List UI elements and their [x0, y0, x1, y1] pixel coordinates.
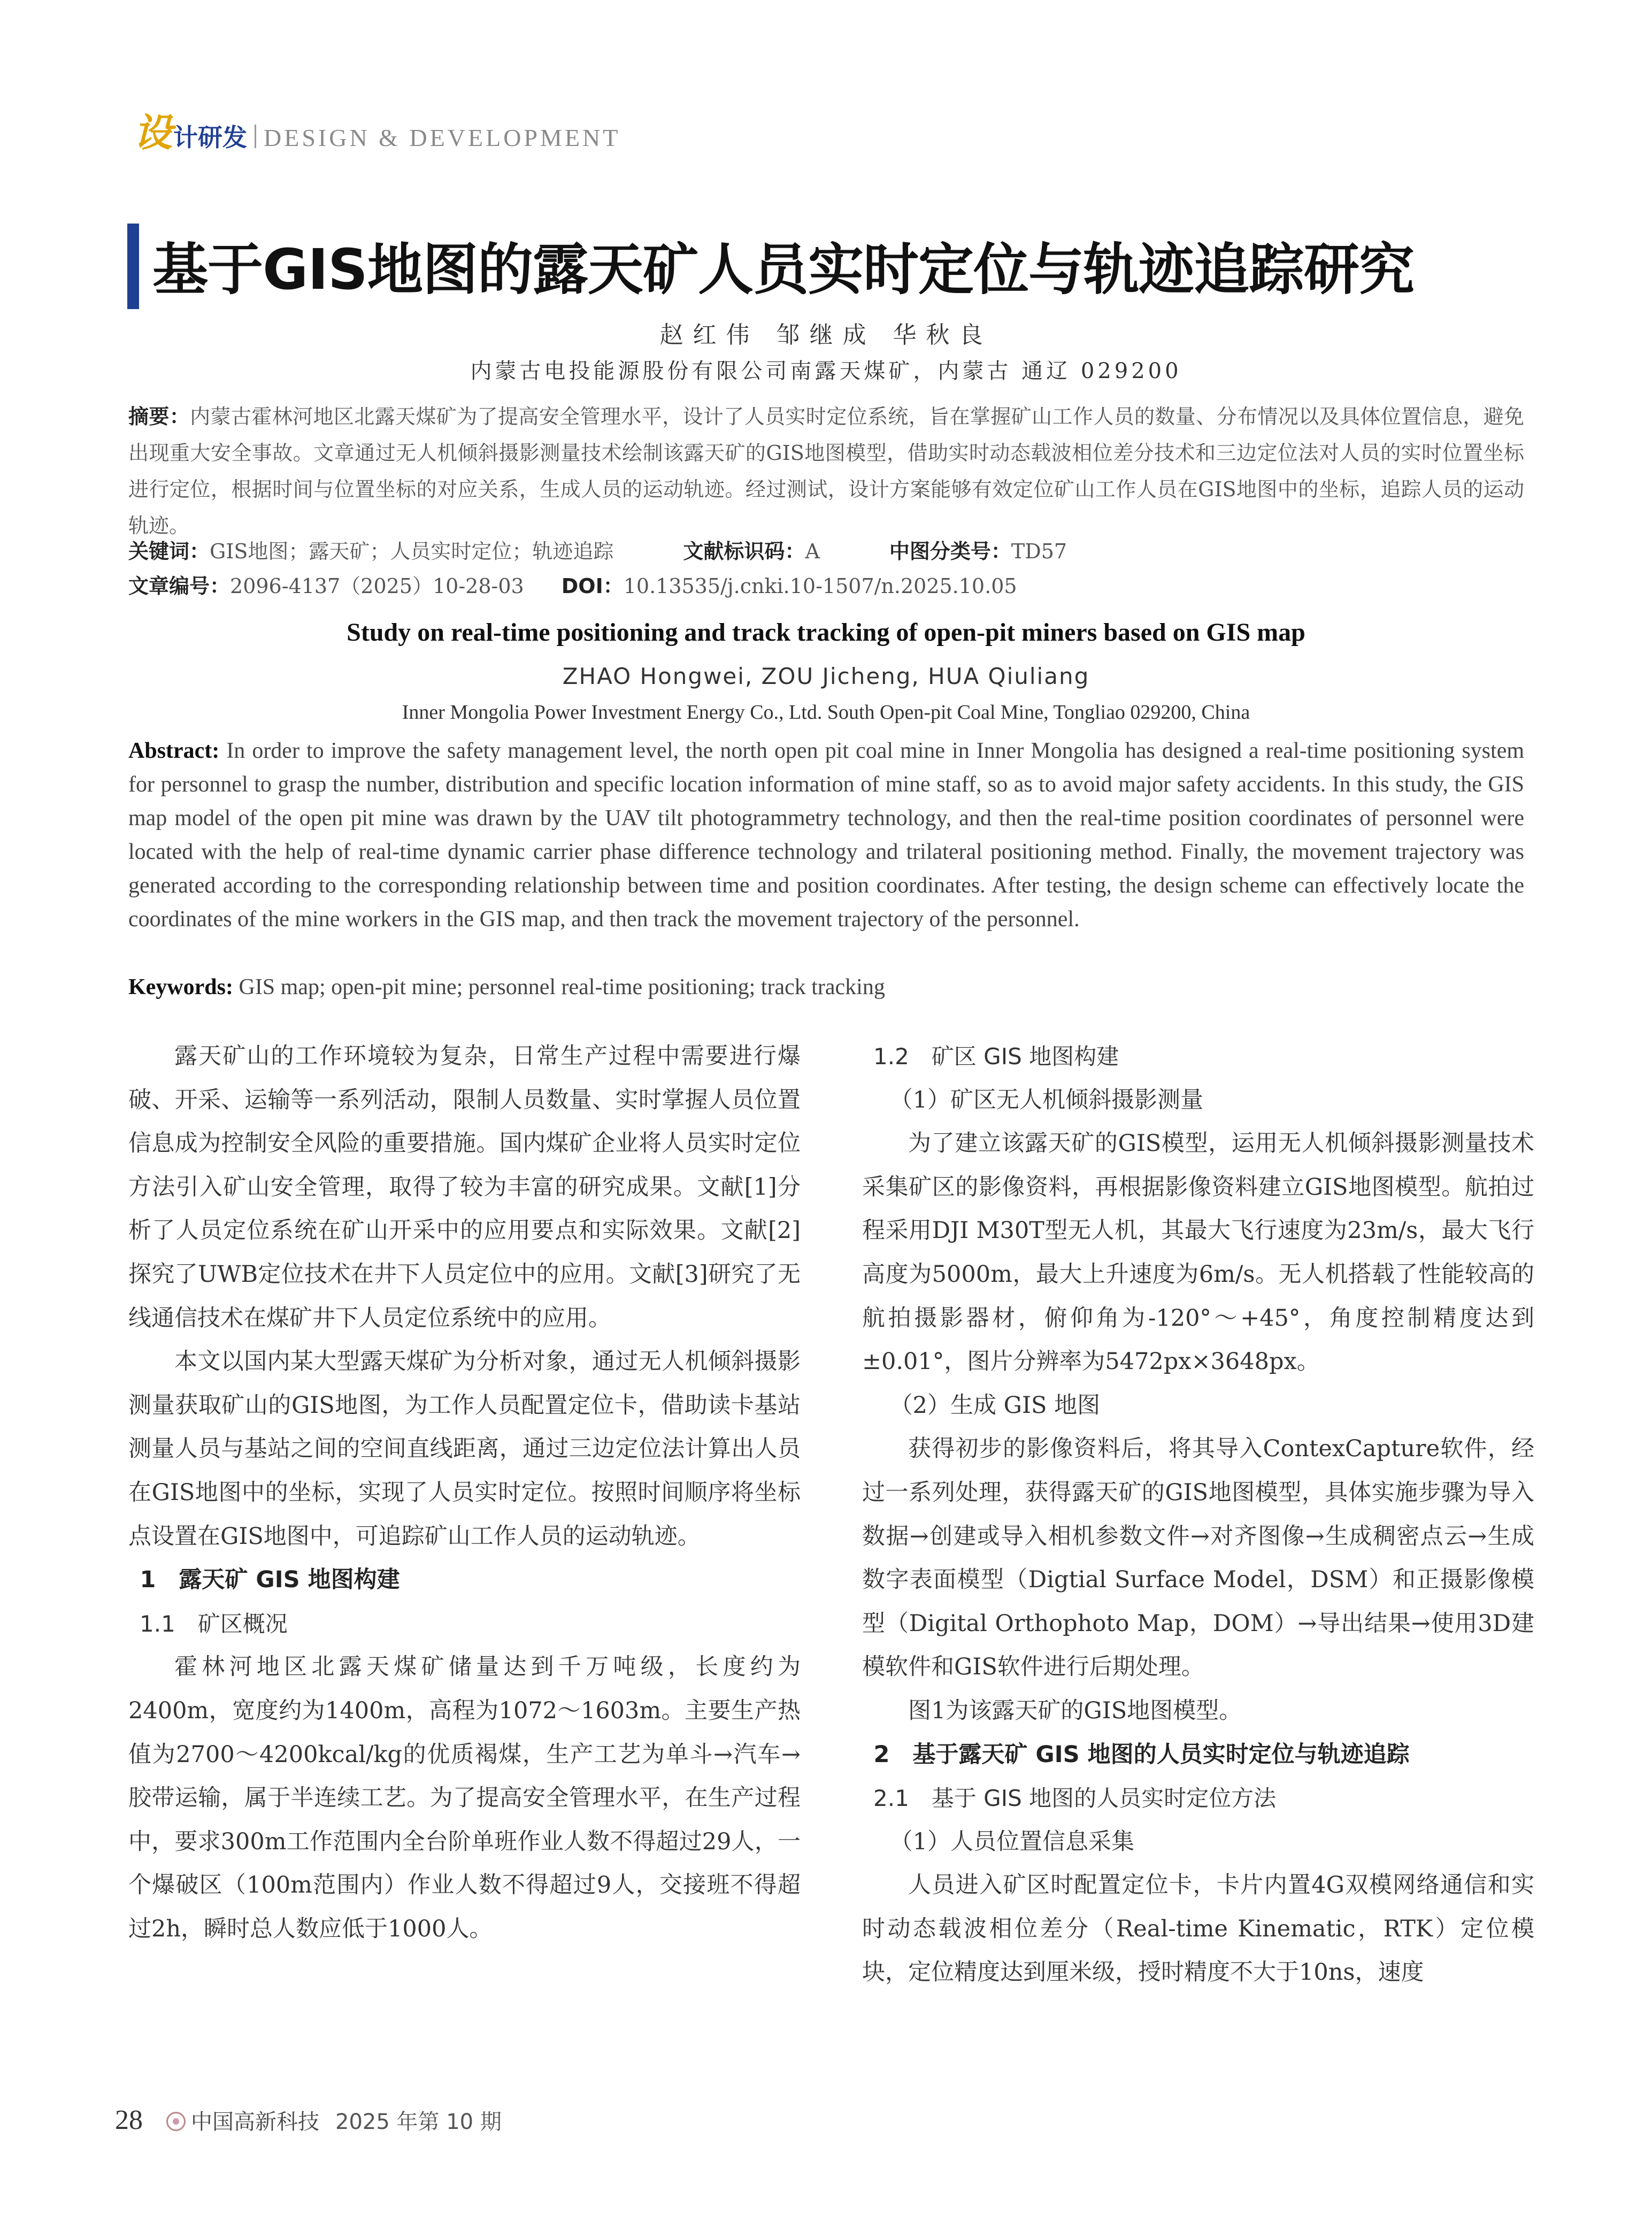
article-title-en: Study on real-time positioning and track tracking of open-pit miners based on GIS map: [347, 618, 1305, 647]
doi-label: DOI：: [561, 574, 624, 598]
paragraph: 露天矿山的工作环境较为复杂，日常生产过程中需要进行爆破、开采、运输等一系列活动，限制人员数量、实时掌握人员位置信息成为控制安全风险的重要措施。国内煤矿企业将人员实时定位方法引入矿山安全管理，取得了较为丰富的研究成果。文献[1]分析了人员定位系统在矿山开采中的应用要点和实际效果。文献[2]探究了UWB定位技术在井下人员定位中的应用。文献[3]研究了无线通信技术在煤矿井下人员定位系统中的应用。: [128, 1043, 801, 1332]
section-header: [134, 102, 621, 155]
journal-name: 中国高新科技: [191, 2110, 319, 2134]
keywords-cn-line: [128, 535, 1524, 564]
keywords-cn-text: GIS地图；露天矿；人员实时定位；轨迹追踪: [210, 540, 614, 563]
paragraph: 为了建立该露天矿的GIS模型，运用无人机倾斜摄影测量技术采集矿区的影像资料，再根据影像资料建立GIS地图模型。航拍过程采用DJI M30T型无人机，其最大飞行速度为23m/s，最大飞行高度为5000m，最大上升速度为6m/s。无人机搭载了性能较高的航拍摄影器材，俯仰角为-120°～+45°，角度控制精度达到±0.01°，图片分辨率为5472px×3648px。: [862, 1130, 1534, 1375]
paragraph: 霍林河地区北露天煤矿储量达到千万吨级，长度约为2400m，宽度约为1400m，高程为1072～1603m。主要生产热值为2700～4200kcal/kg的优质褐煤，生产工艺为单斗→汽车→胶带运输，属于半连续工艺。为了提高安全管理水平，在生产过程中，要求300m工作范围内全台阶单班作业人数不得超过29人，一个爆破区（100m范围内）作业人数不得超过9人，交接班不得超过2h，瞬时总人数应低于1000人。: [128, 1654, 801, 1942]
section-heading: 1 露天矿 GIS 地图构建: [140, 1566, 400, 1594]
header-divider: [255, 125, 256, 148]
paragraph: 获得初步的影像资料后，将其导入ContexCapture软件，经过一系列处理，获得露天矿的GIS地图模型，具体实施步骤为导入数据→创建或导入相机参数文件→对齐图像→生成稠密点云→生成数字表面模型（Digtial Surface Model，DSM）和正摄影像模型（Digital Orthophoto Map，DOM）→导出结果→使用3D建模软件和GIS软件进行后期处理。: [862, 1435, 1534, 1681]
section-logo: 设: [134, 110, 173, 155]
paragraph: 本文以国内某大型露天煤矿为分析对象，通过无人机倾斜摄影测量获取矿山的GIS地图，为工作人员配置定位卡，借助读卡基站测量人员与基站之间的空间直线距离，通过三边定位法计算出人员在GIS地图中的坐标，实现了人员实时定位。按照时间顺序将坐标点设置在GIS地图中，可追踪矿山工作人员的运动轨迹。: [128, 1348, 801, 1550]
list-heading: （1）矿区无人机倾斜摄影测量: [889, 1086, 1203, 1113]
doc-code-label: 文献标识码：: [683, 540, 805, 563]
article-id-label: 文章编号：: [128, 574, 230, 598]
list-heading: （1）人员位置信息采集: [889, 1828, 1134, 1855]
affiliation-cn: 内蒙古电投能源股份有限公司南露天煤矿，内蒙古 通辽 029200: [470, 359, 1182, 383]
keywords-cn-label: 关键词：: [128, 540, 210, 563]
page-number: 28: [115, 2105, 143, 2135]
affiliation-en: Inner Mongolia Power Investment Energy Co., Ltd. South Open-pit Coal Mine, Tongliao 029200, China: [402, 701, 1250, 724]
article-id: 2096-4137（2025）10-28-03: [230, 574, 524, 598]
article-info-line: [128, 570, 1524, 599]
section-label: 计研发: [173, 123, 248, 152]
keywords-en-label: Keywords:: [128, 975, 233, 999]
abstract-cn: [128, 398, 1524, 544]
journal-issue: 2025 年第 10 期: [335, 2110, 502, 2134]
article-title: 基于GIS地图的露天矿人员实时定位与轨迹追踪研究: [152, 237, 1414, 302]
clc-label: 中图分类号：: [889, 540, 1011, 563]
title-accent-bar: [127, 224, 139, 309]
doc-code: A: [805, 540, 820, 563]
clc-code: TD57: [1011, 540, 1067, 563]
abstract-en-label: Abstract:: [128, 739, 220, 763]
keywords-en-text: GIS map; open-pit mine; personnel real-time positioning; track tracking: [239, 975, 885, 999]
subsection-heading: 1.2 矿区 GIS 地图构建: [873, 1043, 1119, 1070]
doi: 10.13535/j.cnki.10-1507/n.2025.10.05: [623, 574, 1017, 598]
abstract-en-text: In order to improve the safety management level, the north open pit coal mine in Inner Mongolia has designed a real-time positioning system for personnel to grasp the number, distribution and specific location information of mine staff, so as to avoid major safety accidents. In this study, the GIS map model of the open pit mine was drawn by the UAV tilt photogrammetry technology, and then the real-time position coordinates of personnel were located with the help of real-time dynamic carrier phase difference technology and trilateral positioning method. Finally, the movement trajectory was generated according to the corresponding relationship between time and position coordinates. After testing, the design scheme can effectively locate the coordinates of the mine workers in the GIS map, and then track the movement trajectory of the personnel.: [128, 739, 1525, 932]
abstract-cn-label: 摘要：: [128, 405, 190, 428]
list-heading: （2）生成 GIS 地图: [889, 1391, 1101, 1419]
section-label-en: DESIGN & DEVELOPMENT: [264, 124, 621, 151]
subsection-heading: 1.1 矿区概况: [140, 1610, 288, 1637]
abstract-cn-text: 内蒙古霍林河地区北露天煤矿为了提高安全管理水平，设计了人员实时定位系统，旨在掌握矿山工作人员的数量、分布情况以及具体位置信息，避免出现重大安全事故。文章通过无人机倾斜摄影测量技术绘制该露天矿的GIS地图模型，借助实时动态载波相位差分技术和三边定位法对人员的实时位置坐标进行定位，根据时间与位置坐标的对应关系，生成人员的运动轨迹。经过测试，设计方案能够有效定位矿山工作人员在GIS地图中的坐标，追踪人员的运动轨迹。: [128, 405, 1524, 537]
paragraph: 人员进入矿区时配置定位卡，卡片内置4G双模网络通信和实时动态载波相位差分（Real-time Kinematic，RTK）定位模块，定位精度达到厘米级，授时精度不大于10ns，速度: [862, 1872, 1534, 1986]
page-footer: [115, 2104, 502, 2136]
authors-cn: 赵红伟 邹继成 华秋良: [659, 321, 993, 349]
journal-logo-icon: [166, 2112, 186, 2131]
section-heading: 2 基于露天矿 GIS 地图的人员实时定位与轨迹追踪: [873, 1741, 1410, 1768]
body-column-right: [862, 1035, 1534, 1995]
paragraph: 图1为该露天矿的GIS地图模型。: [908, 1697, 1242, 1724]
body-column-left: [128, 1035, 801, 1951]
abstract-en: [128, 734, 1524, 936]
keywords-en: [128, 971, 1524, 1004]
subsection-heading: 2.1 基于 GIS 地图的人员实时定位方法: [873, 1785, 1277, 1812]
authors-en: ZHAO Hongwei, ZOU Jicheng, HUA Qiuliang: [562, 663, 1090, 689]
